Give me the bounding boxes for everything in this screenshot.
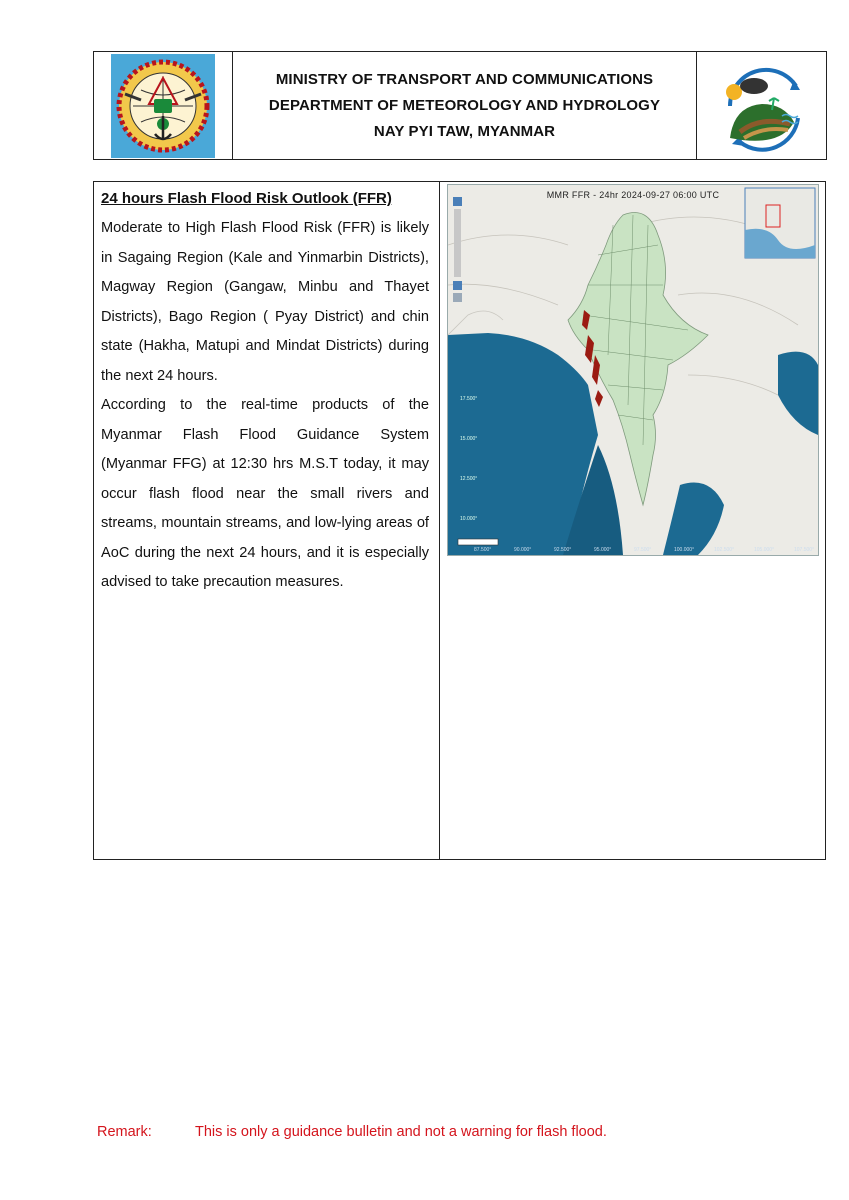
outlook-paragraph-2: According to the real-time products of the Myanmar Flash Flood Guidance System (Myanmar FFG) at 12:30 hrs M.S.T today, it may occur flash flood near the small rivers and streams, mountain streams, and low-lying areas of AoC during the next 24 hours, and it is especially advised to take precaution measures. xyxy=(101,397,429,590)
letterhead-titles xyxy=(233,52,696,159)
department-emblem xyxy=(94,52,233,159)
lon-label: 95.000° xyxy=(594,547,612,553)
map-title: MMR FFR - 24hr 2024-09-27 06:00 UTC xyxy=(546,190,720,200)
lat-label: 10.000° xyxy=(460,516,478,522)
lon-label: 90.000° xyxy=(514,547,532,553)
remark-label: Remark: xyxy=(97,1124,152,1140)
remark xyxy=(97,1124,607,1140)
letterhead xyxy=(93,51,827,160)
lon-label: 97.500° xyxy=(634,547,652,553)
ministry-name: MINISTRY OF TRANSPORT AND COMMUNICATIONS xyxy=(275,71,654,88)
emblem-icon xyxy=(111,54,215,158)
lat-label: 15.000° xyxy=(460,436,478,442)
outlook-table xyxy=(93,181,826,860)
lon-label: 100.000° xyxy=(674,547,695,553)
zoom-slider[interactable] xyxy=(454,209,461,277)
lon-label: 102.500° xyxy=(714,547,735,553)
outlook-title: 24 hours Flash Flood Risk Outlook (FFR) xyxy=(101,190,392,207)
department-name: DEPARTMENT OF METEOROLOGY AND HYDROLOGY xyxy=(268,97,661,114)
lon-label: 107.500° xyxy=(794,547,815,553)
map-canvas xyxy=(448,185,818,555)
outlook-paragraph-1: Moderate to High Flash Flood Risk (FFR) is likely in Sagaing Region (Kale and Yinmarbin Districts), Magway Region (Gangaw, Minbu and Thayet Districts), Bago Region ( Pyay District) and chin state (Hakha, Matupi and Mindat Districts) during the next 24 hours. xyxy=(101,220,429,384)
water-cycle-icon xyxy=(710,56,814,156)
location-name: NAY PYI TAW, MYANMAR xyxy=(373,123,556,140)
lon-label: 92.500° xyxy=(554,547,572,553)
lon-label: 87.500° xyxy=(474,547,492,553)
hydrological-cycle-logo xyxy=(696,52,826,159)
map-column xyxy=(440,182,825,859)
scale-bar xyxy=(458,539,498,545)
ffr-map[interactable] xyxy=(447,184,819,556)
lat-label: 17.500° xyxy=(460,396,478,402)
remark-text: This is only a guidance bulletin and not a warning for flash flood. xyxy=(195,1124,607,1140)
zoom-out-button[interactable] xyxy=(453,281,462,290)
lon-label: 105.000° xyxy=(754,547,775,553)
outlook-text-column xyxy=(94,182,440,859)
layers-button[interactable] xyxy=(453,293,462,302)
lat-label: 12.500° xyxy=(460,476,478,482)
